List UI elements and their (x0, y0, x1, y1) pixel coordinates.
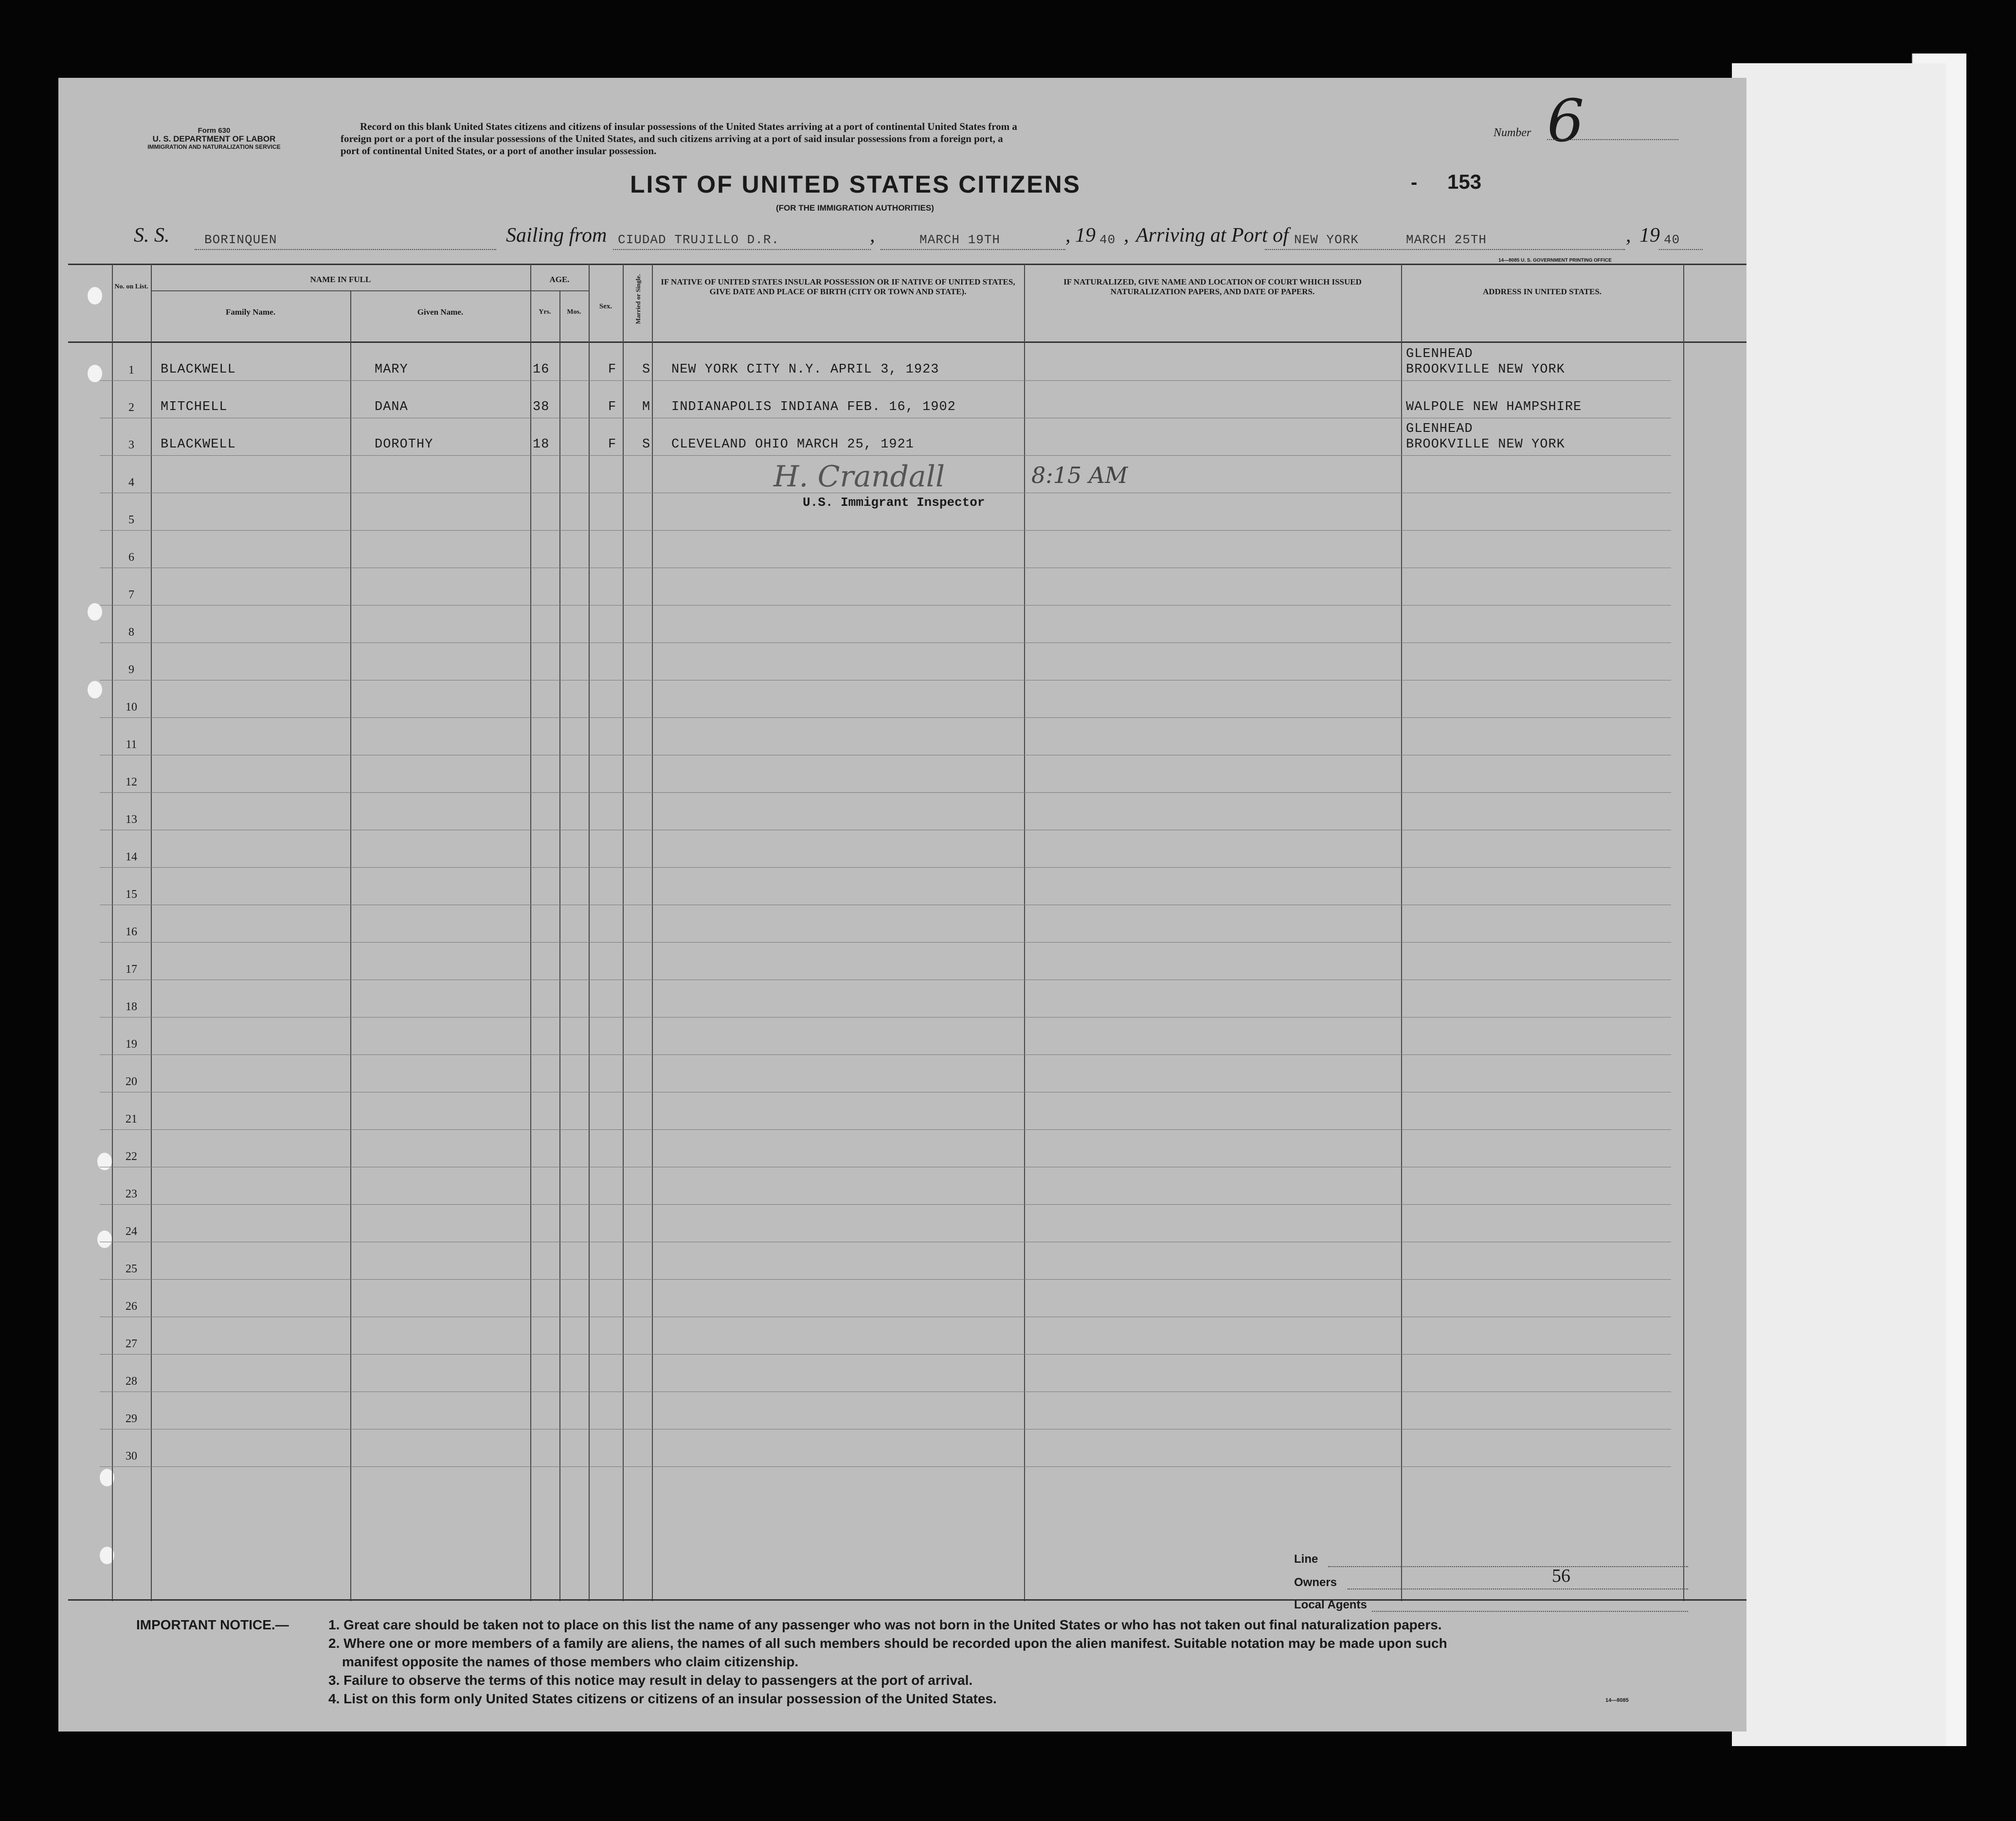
instruction-line: Record on this blank United States citizens and citizens of insular possessions of the United States arriving at a port of continental United States from a (360, 121, 1017, 132)
col-header-family: Family Name. (226, 307, 275, 317)
passenger-family-name: MITCHELL (161, 400, 228, 414)
arrival-year-prefix: 19 (1639, 224, 1660, 247)
page-subtitle: (FOR THE IMMIGRATION AUTHORITIES) (776, 203, 934, 213)
col-header-age: AGE. (549, 275, 570, 284)
row-rule (100, 380, 1671, 381)
passenger-sex: F (608, 362, 617, 377)
row-rule (100, 1017, 1671, 1018)
col-divider (112, 264, 113, 1601)
passenger-age-years: 38 (533, 400, 550, 414)
table-top-border (68, 264, 1746, 265)
row-rule (100, 1129, 1671, 1130)
passenger-address-line: GLENHEAD (1406, 422, 1473, 436)
passenger-family-name: BLACKWELL (161, 437, 236, 452)
ship-underline (195, 249, 496, 250)
comma: , (1065, 224, 1071, 247)
row-number: 25 (126, 1263, 137, 1275)
notice-item: 2. Where one or more members of a family are aliens, the names of all such members should be recorded upon the alien manifest. Suitable notation may be made upon such (328, 1636, 1447, 1651)
row-rule (100, 1354, 1671, 1355)
passenger-birthplace: INDIANAPOLIS INDIANA FEB. 16, 1902 (671, 400, 956, 414)
passenger-age-years: 16 (533, 362, 550, 377)
passenger-birthplace: NEW YORK CITY N.Y. APRIL 3, 1923 (671, 362, 939, 377)
col-divider (559, 290, 560, 1601)
col-header-married: Married or Single. (634, 274, 642, 324)
owners-label: Owners (1294, 1576, 1337, 1589)
service-name: IMMIGRATION AND NATURALIZATION SERVICE (147, 143, 281, 150)
row-rule (100, 867, 1671, 868)
row-rule (100, 605, 1671, 606)
header-bottom-border (68, 341, 1746, 343)
row-number: 12 (126, 776, 137, 788)
row-number: 14 (126, 851, 137, 863)
punch-hole (97, 1231, 112, 1248)
row-number: 8 (128, 626, 134, 639)
row-rule (100, 1204, 1671, 1205)
departure-year: 40 (1099, 232, 1116, 247)
form-identifier (112, 126, 316, 151)
important-notice (328, 1616, 1447, 1708)
arrival-port: NEW YORK (1294, 232, 1359, 247)
row-rule (100, 942, 1671, 943)
departure-date: MARCH 19TH (919, 232, 1001, 247)
ss-label: S. S. (134, 224, 170, 247)
age-subheader-rule (533, 290, 589, 291)
number-label: Number (1494, 126, 1531, 139)
passenger-given-name: MARY (375, 362, 408, 377)
row-number: 6 (128, 551, 134, 564)
row-number: 9 (128, 663, 134, 676)
col-header-no: No. on List. (114, 283, 148, 290)
department-name: U. S. DEPARTMENT OF LABOR (152, 134, 276, 143)
passenger-sex: F (608, 400, 617, 414)
col-header-given: Given Name. (417, 307, 464, 317)
notice-item: manifest opposite the names of those members who claim citizenship. (342, 1654, 799, 1669)
col-header-address: ADDRESS IN UNITED STATES. (1482, 287, 1602, 296)
passenger-age-years: 18 (533, 437, 550, 452)
row-number: 16 (126, 926, 137, 938)
year-underline (1659, 249, 1703, 250)
port-underline (613, 249, 871, 250)
inspection-time: 8:15 AM (1031, 462, 1128, 488)
row-number: 13 (126, 813, 137, 826)
row-number: 11 (126, 738, 137, 751)
passenger-address: WALPOLE NEW HAMPSHIRE (1406, 400, 1582, 414)
row-rule (100, 1466, 1671, 1467)
manifest-page (58, 78, 1746, 1732)
line-label: Line (1294, 1553, 1318, 1566)
row-rule (100, 792, 1671, 793)
col-divider (530, 264, 531, 1601)
row-number: 18 (126, 1000, 137, 1013)
form-instructions (341, 121, 1017, 157)
agents-label: Local Agents (1294, 1598, 1367, 1611)
notice-item: 1. Great care should be taken not to place on this list the name of any passenger who was not born in the United States or who has not taken out final naturalization papers. (328, 1617, 1442, 1632)
col-divider (1401, 264, 1402, 1601)
punch-hole (88, 603, 102, 621)
count-note: 56 (1552, 1566, 1570, 1586)
passenger-birthplace: CLEVELAND OHIO MARCH 25, 1921 (671, 437, 914, 452)
punch-hole (88, 365, 102, 382)
row-number: 22 (126, 1150, 137, 1163)
row-rule (100, 455, 1671, 456)
comma: , (870, 224, 875, 247)
punch-hole (88, 681, 102, 698)
arrival-underline (1265, 249, 1625, 250)
passenger-address-line: GLENHEAD (1406, 347, 1473, 361)
form-print-mark: 14—8085 (1605, 1697, 1629, 1703)
row-number: 15 (126, 888, 137, 901)
col-divider (151, 264, 152, 1601)
form-number: Form 630 (198, 126, 231, 135)
page-title: LIST OF UNITED STATES CITIZENS (630, 171, 1081, 198)
passenger-address: BROOKVILLE NEW YORK (1406, 362, 1565, 377)
row-number: 4 (128, 476, 134, 489)
col-divider (1683, 264, 1684, 1601)
row-number: 28 (126, 1375, 137, 1388)
number-underline (1547, 139, 1678, 140)
row-number: 29 (126, 1412, 137, 1425)
row-number: 10 (126, 701, 137, 714)
instruction-line: port of continental United States, or a port of another insular possession. (341, 145, 657, 157)
punch-hole (88, 287, 102, 304)
notice-heading: IMPORTANT NOTICE.— (136, 1617, 289, 1632)
notice-item: 4. List on this form only United States citizens or citizens of an insular possession of the United States. (328, 1691, 997, 1706)
dash-mark: - (1411, 172, 1418, 193)
row-number: 23 (126, 1188, 137, 1200)
name-subheader-rule (151, 290, 589, 291)
notice-item: 3. Failure to observe the terms of this notice may result in delay to passengers at the port of arrival. (328, 1673, 973, 1688)
col-header-birth: IF NATIVE OF UNITED STATES INSULAR POSSESSION OR IF NATIVE OF UNITED STATES, GIVE DATE AND PLACE OF BIRTH (CITY OR TOWN AND STATE). (661, 277, 1015, 296)
col-header-sex: Sex. (599, 303, 612, 310)
departure-port: CIUDAD TRUJILLO D.R. (618, 232, 780, 247)
row-number: 17 (126, 963, 137, 976)
table-bottom-border (68, 1599, 1746, 1601)
col-divider (589, 264, 590, 1601)
departure-year-prefix: 19 (1075, 224, 1096, 247)
row-number: 3 (128, 439, 134, 451)
passenger-given-name: DOROTHY (375, 437, 433, 452)
back-sheet (1732, 63, 1946, 1746)
row-rule (100, 1054, 1671, 1055)
inspector-title: U.S. Immigrant Inspector (803, 495, 985, 510)
stamp-number: 153 (1447, 170, 1482, 193)
row-number: 27 (126, 1338, 137, 1350)
printer-mark: 14—8085 U. S. GOVERNMENT PRINTING OFFICE (1498, 258, 1612, 263)
comma: , (1124, 224, 1129, 247)
row-number: 1 (128, 364, 134, 376)
list-number: 6 (1547, 88, 1584, 155)
line-field (1328, 1566, 1688, 1567)
date-underline (881, 249, 1065, 250)
col-divider (1024, 264, 1025, 1601)
row-number: 2 (128, 401, 134, 414)
passenger-marital-status: S (642, 362, 651, 377)
col-divider (623, 264, 624, 1601)
arriving-label: Arriving at Port of (1136, 224, 1289, 247)
row-number: 26 (126, 1300, 137, 1313)
punch-hole (97, 1153, 112, 1170)
arrival-date: MARCH 25TH (1406, 232, 1487, 247)
row-number: 24 (126, 1225, 137, 1238)
passenger-family-name: BLACKWELL (161, 362, 236, 377)
passenger-given-name: DANA (375, 400, 408, 414)
col-divider (350, 290, 351, 1601)
row-number: 5 (128, 514, 134, 526)
passenger-address: BROOKVILLE NEW YORK (1406, 437, 1565, 452)
row-number: 21 (126, 1113, 137, 1125)
col-header-yrs: Yrs. (539, 308, 551, 316)
arrival-year: 40 (1664, 232, 1680, 247)
ship-name: BORINQUEN (204, 232, 277, 247)
passenger-sex: F (608, 437, 617, 452)
inspector-signature: H. Crandall (774, 460, 945, 494)
col-divider (652, 264, 653, 1601)
row-number: 30 (126, 1450, 137, 1463)
col-header-mos: Mos. (567, 308, 581, 316)
sailing-label: Sailing from (506, 224, 607, 247)
row-rule (100, 717, 1671, 718)
row-number: 7 (128, 589, 134, 601)
row-rule (100, 1279, 1671, 1280)
comma: , (1626, 224, 1631, 247)
row-number: 20 (126, 1075, 137, 1088)
row-rule (100, 530, 1671, 531)
passenger-marital-status: S (642, 437, 651, 452)
agents-field (1372, 1611, 1688, 1612)
col-header-name: NAME IN FULL (310, 275, 371, 284)
instruction-line: foreign port or a port of the insular possessions of the United States, and such citizens arriving at a port of said insular possessions from a foreign port, a (341, 133, 1003, 144)
col-header-naturalized: IF NATURALIZED, GIVE NAME AND LOCATION OF COURT WHICH ISSUED NATURALIZATION PAPERS, AND DATE OF PAPERS. (1063, 277, 1362, 296)
passenger-marital-status: M (642, 400, 651, 414)
row-number: 19 (126, 1038, 137, 1051)
